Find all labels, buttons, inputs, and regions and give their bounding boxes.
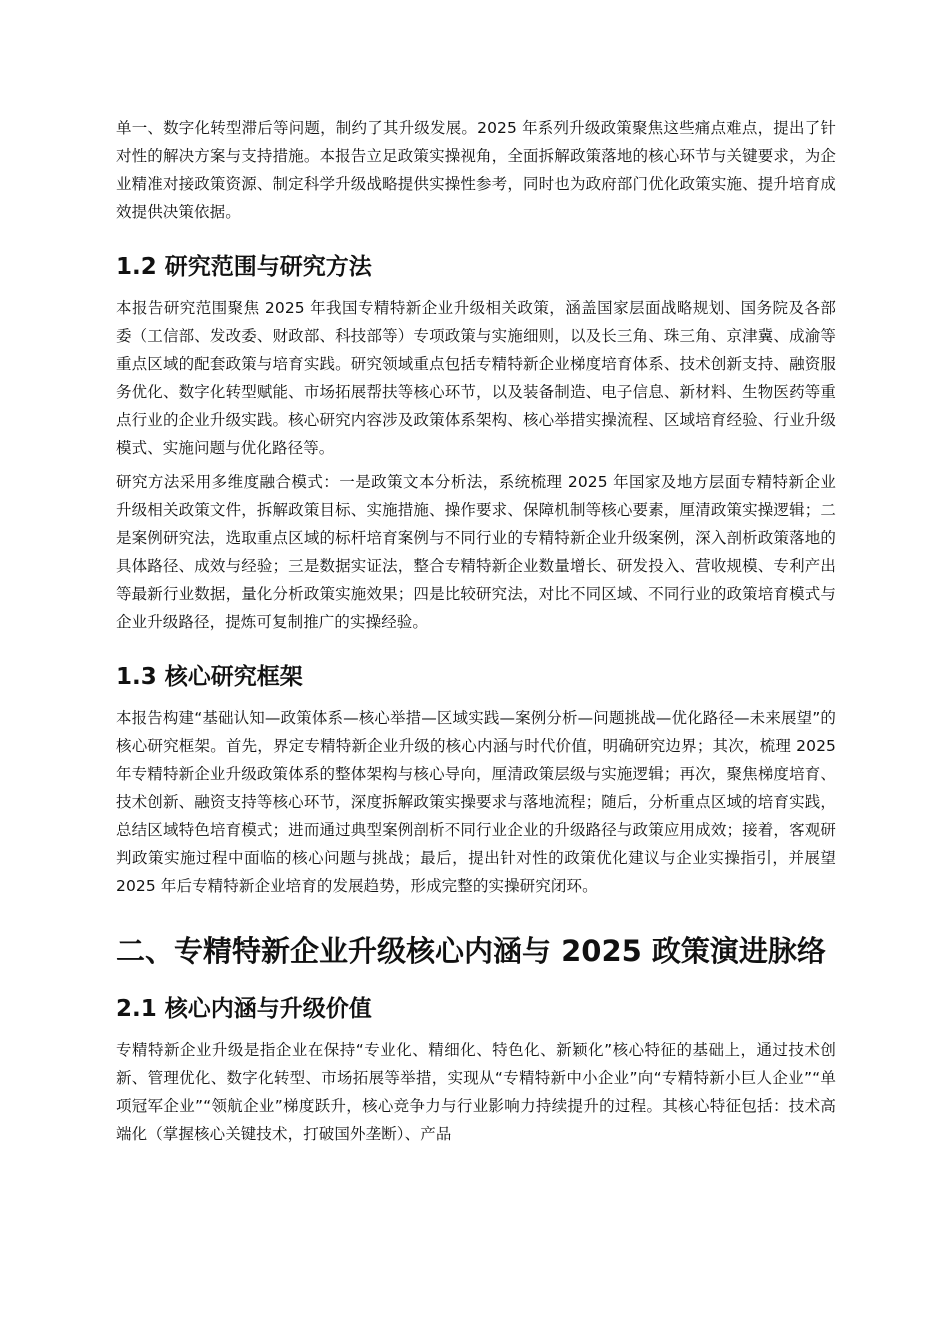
section-heading-1-2: 1.2 研究范围与研究方法 bbox=[116, 254, 372, 280]
section-1-2-paragraph-methods: 研究方法采用多维度融合模式：一是政策文本分析法，系统梳理 2025 年国家及地方层面专精特新企业升级相关政策文件，拆解政策目标、实施措施、操作要求、保障机制等核心要素，厘清政策实操逻辑；二是案例研究法，选取重点区域的标杆培育案例与不同行业的专精特新企业升级案例，深入剖析政策落地的具体路径、成效与经验；三是数据实证法，整合专精特新企业数量增长、研发投入、营收规模、专利产出等最新行业数据，量化分析政策实施效果；四是比较研究法，对比不同区域、不同行业的政策培育模式与企业升级路径，提炼可复制推广的实操经验。 bbox=[116, 473, 836, 631]
chapter-heading-2: 二、专精特新企业升级核心内涵与 2025 政策演进脉络 bbox=[116, 934, 826, 968]
document-page bbox=[116, 114, 836, 1154]
intro-paragraph: 单一、数字化转型滞后等问题，制约了其升级发展。2025 年系列升级政策聚焦这些痛点难点，提出了针对性的解决方案与支持措施。本报告立足政策实操视角，全面拆解政策落地的核心环节与关键要求，为企业精准对接政策资源、制定科学升级战略提供实操性参考，同时也为政府部门优化政策实施、提升培育成效提供决策依据。 bbox=[116, 119, 836, 221]
section-heading-1-3: 1.3 核心研究框架 bbox=[116, 664, 303, 690]
section-1-2-paragraph-scope: 本报告研究范围聚焦 2025 年我国专精特新企业升级相关政策，涵盖国家层面战略规划、国务院及各部委（工信部、发改委、财政部、科技部等）专项政策与实施细则，以及长三角、珠三角、京津冀、成渝等重点区域的配套政策与培育实践。研究领域重点包括专精特新企业梯度培育体系、技术创新支持、融资服务优化、数字化转型赋能、市场拓展帮扶等核心环节，以及装备制造、电子信息、新材料、生物医药等重点行业的企业升级实践。核心研究内容涉及政策体系架构、核心举措实操流程、区域培育经验、行业升级模式、实施问题与优化路径等。 bbox=[116, 299, 836, 457]
section-2-1-paragraph-definition: 专精特新企业升级是指企业在保持“专业化、精细化、特色化、新颖化”核心特征的基础上，通过技术创新、管理优化、数字化转型、市场拓展等举措，实现从“专精特新中小企业”向“专精特新小巨人企业”“单项冠军企业”“领航企业”梯度跃升，核心竞争力与行业影响力持续提升的过程。其核心特征包括：技术高端化（掌握核心关键技术，打破国外垄断）、产品 bbox=[116, 1041, 836, 1143]
section-heading-2-1: 2.1 核心内涵与升级价值 bbox=[116, 996, 372, 1022]
section-1-3-paragraph-framework: 本报告构建“基础认知—政策体系—核心举措—区域实践—案例分析—问题挑战—优化路径—未来展望”的核心研究框架。首先，界定专精特新企业升级的核心内涵与时代价值，明确研究边界；其次，梳理 2025 年专精特新企业升级政策体系的整体架构与核心导向，厘清政策层级与实施逻辑；再次，聚焦梯度培育、技术创新、融资支持等核心环节，深度拆解政策实操要求与落地流程；随后，分析重点区域的培育实践，总结区域特色培育模式；进而通过典型案例剖析不同行业企业的升级路径与政策应用成效；接着，客观研判政策实施过程中面临的核心问题与挑战；最后，提出针对性的政策优化建议与企业实操指引，并展望 2025 年后专精特新企业培育的发展趋势，形成完整的实操研究闭环。 bbox=[116, 709, 836, 895]
